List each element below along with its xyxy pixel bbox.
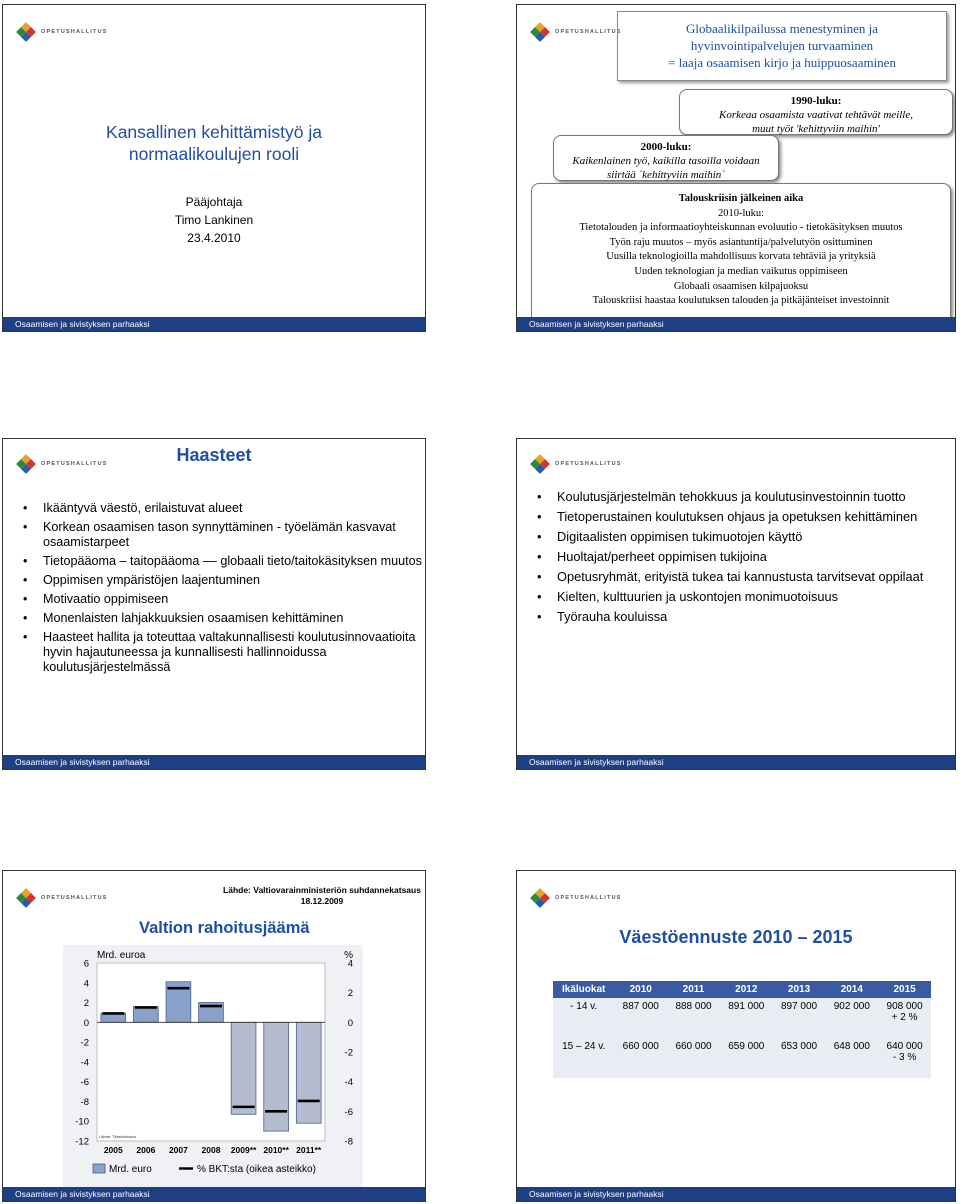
- logo-text: OPETUSHALLITUS: [41, 29, 108, 35]
- slide4-footer: Osaamisen ja sivistyksen parhaaksi: [517, 755, 955, 769]
- y-tick-label: -12: [75, 1136, 89, 1148]
- list-item: • Opetusryhmät, erityistä tukea tai kannustusta tarvitsevat oppilaat: [531, 569, 931, 585]
- table-cell: 648 000: [825, 1038, 878, 1078]
- list-item: • Kielten, kulttuurien ja uskontojen monimuotoisuus: [531, 589, 931, 605]
- table-row: [553, 1038, 931, 1078]
- slide2-header-line2: hyvinvointipalvelujen turvaaminen: [690, 38, 874, 53]
- slide5-title: Valtion rahoitusjäämä: [139, 919, 310, 937]
- table-cell: 659 000: [720, 1038, 773, 1078]
- list-item: • Koulutusjärjestelmän tehokkuus ja koulutusinvestoinnin tuotto: [531, 489, 931, 505]
- x-tick-label: 2009**: [230, 1145, 257, 1155]
- y2-tick-label: 0: [347, 1017, 353, 1029]
- main-box-line: Työn raju muutos – myös asiantuntija/palvelutyön osittuminen: [609, 236, 873, 248]
- slide6-footer: Osaamisen ja sivistyksen parhaaksi: [517, 1187, 955, 1201]
- opetushallitus-diamond-icon: [530, 454, 550, 474]
- logo-text: OPETUSHALLITUS: [555, 895, 622, 901]
- slide1-role: Pääjohtaja: [185, 195, 243, 209]
- table-header-cell: 2011: [667, 981, 720, 998]
- chart-source-line1: Lähde: Valtiovarainministeriön suhdannekatsaus: [223, 885, 421, 895]
- list-item: • Tietopääoma – taitopääoma –– globaali tieto/taitokäsityksen muutos: [17, 554, 423, 569]
- table-header-cell: 2014: [825, 981, 878, 998]
- table-header-row: [553, 981, 931, 998]
- y2-tick-label: 4: [347, 958, 353, 970]
- y-tick-label: 4: [83, 978, 89, 990]
- logo: [19, 25, 108, 39]
- logo-text: OPETUSHALLITUS: [555, 461, 622, 467]
- box-1990-line1: Korkeaa osaamista vaativat tehtävät meille,: [719, 109, 913, 121]
- list-item: • Oppimisen ympäristöjen laajentuminen: [17, 573, 423, 588]
- slide1-footer: Osaamisen ja sivistyksen parhaaksi: [3, 317, 425, 331]
- x-tick-label: 2006: [136, 1145, 156, 1155]
- bar: [231, 1022, 256, 1114]
- bar: [264, 1022, 289, 1131]
- y-tick-label: 2: [83, 998, 89, 1010]
- table-header-cell: Ikäluokat: [553, 981, 614, 998]
- y2-tick-label: -6: [344, 1106, 353, 1118]
- bar: [296, 1022, 321, 1123]
- table-header-cell: 2013: [773, 981, 826, 998]
- bar: [133, 1007, 158, 1023]
- list-item: • Motivaatio oppimiseen: [17, 592, 423, 607]
- main-box-line: Tietotalouden ja informaatioyhteiskunnan evoluutio - tietokäsityksen muutos: [579, 222, 903, 234]
- slide2-header-line1: Globaalikilpailussa menestyminen ja: [685, 21, 879, 36]
- list-item: • Ikääntyvä väestö, erilaistuvat alueet: [17, 501, 423, 516]
- y2-tick-label: -4: [344, 1077, 353, 1089]
- slide3-footer: Osaamisen ja sivistyksen parhaaksi: [3, 755, 425, 769]
- logo: [533, 25, 622, 39]
- slide6-title: Väestöennuste 2010 – 2015: [619, 927, 853, 947]
- y2-tick-label: -8: [344, 1136, 353, 1148]
- x-tick-label: 2008: [201, 1145, 221, 1155]
- slide2-box-1990: [679, 89, 953, 135]
- table-header-cell: 2010: [614, 981, 667, 998]
- main-box-line: Uuden teknologian ja median vaikutus oppimiseen: [634, 265, 848, 277]
- population-table: [553, 981, 931, 1078]
- slide1-title-line2: normaalikoulujen rooli: [128, 144, 300, 164]
- plot-area: [97, 963, 325, 1141]
- logo-text: OPETUSHALLITUS: [41, 461, 108, 467]
- table-cell: 888 000: [667, 998, 720, 1038]
- y2-tick-label: 2: [347, 988, 353, 1000]
- main-box-line: Globaali osaamisen kilpajuoksu: [673, 280, 809, 292]
- slide3-title: Haasteet: [176, 445, 252, 465]
- opetushallitus-diamond-icon: [16, 22, 36, 42]
- table-header-cell: 2012: [720, 981, 773, 998]
- chart-source-line2: 18.12.2009: [300, 896, 344, 906]
- slide-2: [516, 4, 956, 332]
- slide-4: [516, 438, 956, 770]
- opetushallitus-diamond-icon: [530, 888, 550, 908]
- box-1990-line2: muut työt 'kehittyviin maihin': [752, 123, 880, 135]
- slide-5: [2, 870, 426, 1202]
- logo: [19, 891, 108, 905]
- y2-axis-label: %: [344, 950, 353, 961]
- table-cell: 897 000: [773, 998, 826, 1038]
- table-cell: 902 000: [825, 998, 878, 1038]
- table-cell: 640 000 - 3 %: [878, 1038, 931, 1078]
- slide2-box-2000: [553, 135, 779, 181]
- bar: [101, 1013, 126, 1022]
- slide1-date: 23.4.2010: [187, 231, 241, 245]
- legend-swatch-bars: [93, 1164, 105, 1173]
- list-item: • Digitaalisten oppimisen tukimuotojen käyttö: [531, 529, 931, 545]
- slide-6: [516, 870, 956, 1202]
- logo-text: OPETUSHALLITUS: [41, 895, 108, 901]
- logo: [533, 891, 622, 905]
- logo-text: OPETUSHALLITUS: [555, 29, 622, 35]
- y-tick-label: -6: [80, 1077, 89, 1089]
- slide-1: [2, 4, 426, 332]
- x-tick-label: 2010**: [263, 1145, 289, 1155]
- box-1990-title: 1990-luku:: [790, 95, 842, 107]
- chart-note: Lähde: Tilastokeskus: [99, 1134, 137, 1139]
- table-cell: 660 000: [667, 1038, 720, 1078]
- x-tick-label: 2011**: [296, 1145, 322, 1155]
- x-tick-label: 2007: [168, 1145, 188, 1155]
- table-cell: 891 000: [720, 998, 773, 1038]
- legend-label-gdp: % BKT:sta (oikea asteikko): [197, 1164, 316, 1175]
- slide3-bullet-list: [17, 501, 423, 679]
- slide5-footer: Osaamisen ja sivistyksen parhaaksi: [3, 1187, 425, 1201]
- y-tick-label: -8: [80, 1096, 89, 1108]
- main-box-line: Uusilla teknologioilla mahdollisuus korvata tehtäviä ja yrityksiä: [606, 251, 876, 263]
- main-box-title: Talouskriisin jälkeinen aika: [678, 193, 804, 204]
- logo: [533, 457, 622, 471]
- table-cell: 887 000: [614, 998, 667, 1038]
- slide2-header-box: [617, 11, 947, 81]
- slide1-author: [3, 193, 425, 247]
- x-tick-label: 2005: [103, 1145, 123, 1155]
- box-2000-line1: Kaikenlainen työ, kaikilla tasoilla voidaan: [572, 155, 760, 167]
- slide1-title-line1: Kansallinen kehittämistyö ja: [106, 122, 322, 142]
- box-2000-line2: siirtää ´kehittyviin maihin`: [607, 169, 725, 181]
- y-tick-label: -2: [80, 1037, 89, 1049]
- table-cell: - 14 v.: [553, 998, 614, 1038]
- chart-source: [217, 885, 426, 907]
- list-item: • Haasteet hallita ja toteuttaa valtakunnallisesti koulutusinnovaatioita hyvin hajautuneessa ja kunnallisesti hallinnoidussa koulutusjärjestelmässä: [17, 630, 423, 675]
- table-cell: 15 – 24 v.: [553, 1038, 614, 1078]
- y-tick-label: 0: [83, 1017, 89, 1029]
- slide1-name: Timo Lankinen: [174, 213, 254, 227]
- chart-svg: [63, 945, 363, 1189]
- slide2-header-line3: = laaja osaamisen kirjo ja huippuosaaminen: [668, 55, 896, 70]
- slide2-main-box: [531, 183, 951, 331]
- y-tick-label: -10: [75, 1116, 89, 1128]
- slide-3: [2, 438, 426, 770]
- y-tick-label: -4: [80, 1057, 89, 1069]
- table-cell: 660 000: [614, 1038, 667, 1078]
- table-header-cell: 2015: [878, 981, 931, 998]
- table-cell: 908 000 + 2 %: [878, 998, 931, 1038]
- main-box-line: 2010-luku:: [717, 207, 765, 219]
- slide1-title: [3, 121, 425, 165]
- y2-tick-label: -2: [344, 1047, 353, 1059]
- slide4-bullet-list: [531, 489, 931, 629]
- opetushallitus-diamond-icon: [530, 22, 550, 42]
- list-item: • Työrauha kouluissa: [531, 609, 931, 625]
- table-row: [553, 998, 931, 1038]
- list-item: • Korkean osaamisen tason synnyttäminen - työelämän kasvavat osaamistarpeet: [17, 520, 423, 550]
- table-cell: 653 000: [773, 1038, 826, 1078]
- box-2000-title: 2000-luku:: [640, 141, 692, 153]
- legend-label-bars: Mrd. euro: [109, 1164, 152, 1175]
- opetushallitus-diamond-icon: [16, 888, 36, 908]
- list-item: • Tietoperustainen koulutuksen ohjaus ja opetuksen kehittäminen: [531, 509, 931, 525]
- list-item: • Monenlaisten lahjakkuuksien osaamisen kehittäminen: [17, 611, 423, 626]
- list-item: • Huoltajat/perheet oppimisen tukijoina: [531, 549, 931, 565]
- slide2-footer: Osaamisen ja sivistyksen parhaaksi: [517, 317, 955, 331]
- y-tick-label: 6: [83, 958, 89, 970]
- main-box-line: Talouskriisi haastaa koulutuksen talouden ja pitkäjänteiset investoinnit: [592, 295, 890, 307]
- y-axis-label: Mrd. euroa: [97, 950, 146, 961]
